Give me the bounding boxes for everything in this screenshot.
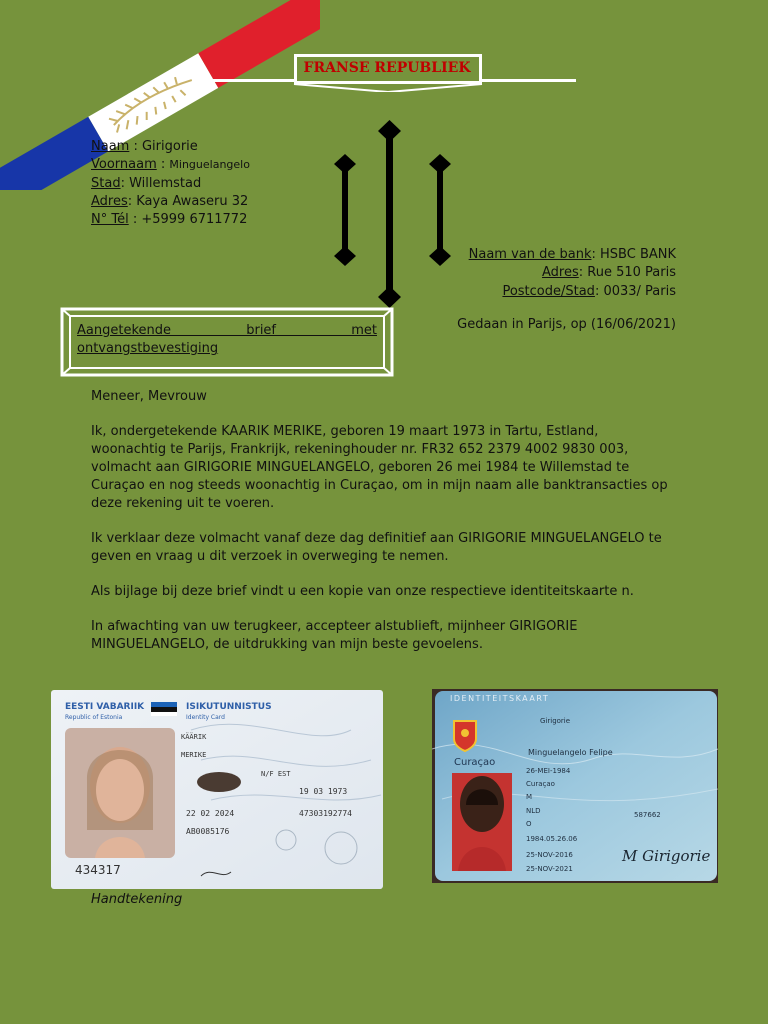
- body-paragraph: Als bijlage bij deze brief vindt u een kopie van onze respectieve identiteitskaarte n.: [91, 584, 634, 599]
- body-paragraph: Ik, ondergetekende KAARIK MERIKE, geboren 19 maart 1973 in Tartu, Estland, woonachtig te Parijs, Frankrijk, rekeninghouder nr. FR32 652 2379 4002 9830 003, volmacht aan GIRIGORIE MINGUELANGELO, geboren 26 mei 1984 te Willemstad te Curaçao en nog steeds woonachtig in Curaçao, om in mijn naam alle banktransacties op deze rekening uit te voeren.: [91, 424, 668, 511]
- signature-label: Handtekening: [91, 892, 183, 907]
- sender-name: Naam : Girigorie: [91, 139, 198, 154]
- est-country: EESTI VABARIIK: [65, 702, 145, 712]
- letter-date: Gedaan in Parijs, op (16/06/2021): [457, 317, 676, 332]
- cur-signature: M Girigorie: [622, 847, 711, 865]
- sender-firstname: Voornaam : Minguelangelo: [91, 157, 250, 173]
- cur-surname: Girigorie: [540, 717, 571, 725]
- salutation: Meneer, Mevrouw: [91, 389, 207, 404]
- est-surname: KÄÄRIK: [181, 733, 207, 741]
- body-paragraph: Ik verklaar deze volmacht vanaf deze dag definitief aan GIRIGORIE MINGUELANGELO te geven en vraag u dit verzoek in overweging te nemen.: [91, 531, 662, 564]
- est-doc-type-en: Identity Card: [186, 714, 225, 721]
- page-title: FRANSE REPUBLIEK: [303, 60, 471, 76]
- est-doc-type: ISIKUTUNNISTUS: [186, 702, 272, 712]
- cur-field-o: O: [526, 820, 532, 828]
- estonian-id-card-image: [51, 690, 383, 889]
- cur-number: 587662: [634, 811, 661, 819]
- cur-pob: Curaçao: [526, 780, 555, 788]
- sender-phone: N° Tél : +5999 6711772: [91, 212, 248, 228]
- cur-given: Minguelangelo Felipe: [528, 748, 613, 757]
- est-expiry: 22 02 2024: [186, 809, 235, 818]
- body-paragraph: In afwachting van uw terugkeer, accepteer alstublieft, mijnheer GIRIGORIE MINGUELANGELO, de uitdrukking van mijn beste gevoelens.: [91, 619, 578, 652]
- cur-date2: 25-NOV-2016: [526, 851, 573, 859]
- decorative-bars-ornament: [330, 120, 455, 310]
- cur-date1: 1984.05.26.06: [526, 835, 578, 843]
- sender-address: Adres: Kaya Awaseru 32: [91, 193, 249, 209]
- curacao-id-card-image: [432, 689, 718, 883]
- bank-postcode: Postcode/Stad: 0033/ Paris: [502, 283, 676, 299]
- est-given: MERIKE: [181, 751, 207, 759]
- cur-nat: NLD: [526, 807, 541, 815]
- letter-body: [91, 388, 676, 671]
- sender-city: Stad: Willemstad: [91, 175, 202, 191]
- estonian-flag-icon: [151, 702, 177, 716]
- cur-sex: M: [526, 793, 533, 801]
- bank-address: Adres: Rue 510 Paris: [542, 265, 676, 281]
- est-card-no: 434317: [75, 863, 121, 877]
- bank-details: [469, 246, 676, 301]
- est-country-en: Republic of Estonia: [65, 714, 123, 721]
- sender-details: [91, 138, 250, 229]
- cur-dob: 26-MEI-1984: [526, 767, 571, 775]
- est-doc-no: AB0085176: [186, 827, 230, 836]
- est-chip: [197, 772, 241, 792]
- cur-header: IDENTITEITSKAART: [450, 694, 550, 703]
- est-dob: 19 03 1973: [299, 787, 348, 796]
- bank-name: Naam van de bank: HSBC BANK: [468, 247, 676, 262]
- est-personal-no: 47303192774: [299, 809, 352, 818]
- registered-letter-label: Aangetekende brief met ontvangstbevestiging: [77, 323, 377, 356]
- cur-country: Curaçao: [454, 757, 496, 768]
- cur-date3: 25-NOV-2021: [526, 865, 573, 873]
- coat-of-arms-icon: [454, 721, 476, 751]
- est-sex-nat: N/F EST: [261, 770, 291, 778]
